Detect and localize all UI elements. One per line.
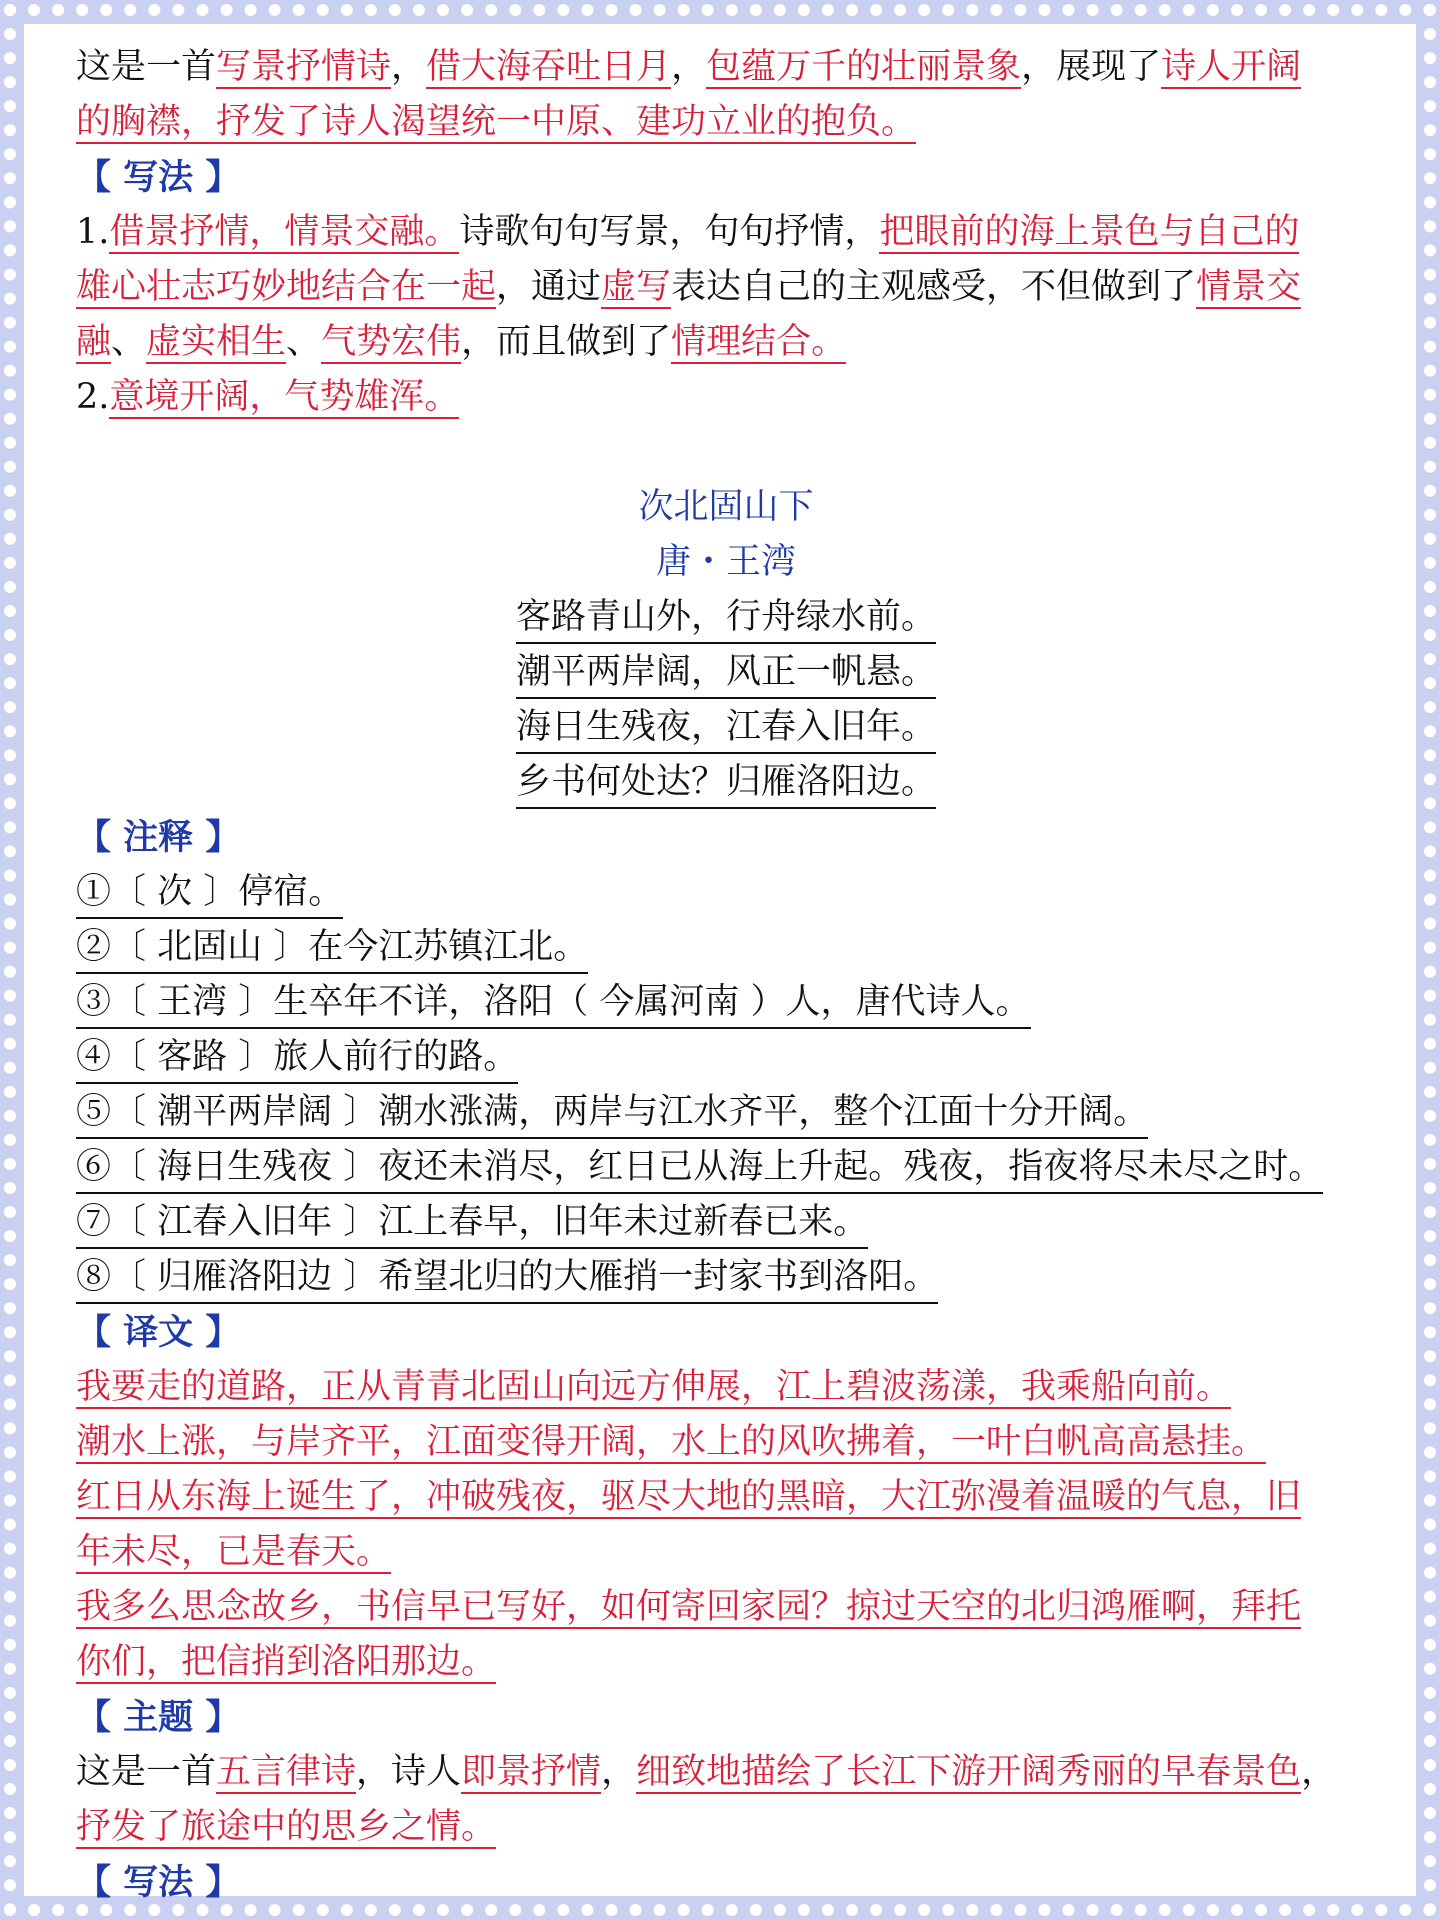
- highlight: 融: [76, 322, 112, 362]
- translation-line: 我要走的道路，正从青青北固山向远方伸展，江上碧波荡漾，我乘船向前。: [76, 1367, 1232, 1407]
- poem-author: 唐・王湾: [655, 542, 796, 582]
- translation-line-wrap: [76, 1525, 1376, 1580]
- note-item: ①〔 次 〕停宿。: [76, 867, 343, 919]
- section-heading: 【 主题 】: [76, 1697, 241, 1738]
- highlight: 借大海吞吐日月: [426, 47, 672, 87]
- highlight: 雄心壮志巧妙地结合在一起: [76, 267, 497, 307]
- text: ，: [391, 47, 427, 87]
- note-wrap: [76, 865, 1376, 920]
- note-wrap: [76, 1250, 1376, 1305]
- poem-line-wrap: [76, 755, 1376, 810]
- text: 、: [111, 322, 147, 362]
- text: ，: [1301, 1752, 1337, 1792]
- highlight: 即景抒情: [461, 1752, 602, 1792]
- poem-line: 客路青山外，行舟绿水前。: [516, 592, 936, 644]
- paragraph-line: [76, 95, 1376, 150]
- poem-line: 海日生残夜，江春入旧年。: [516, 702, 936, 754]
- highlight: 借景抒情，情景交融。: [109, 212, 460, 252]
- highlight: 诗人开阔: [1161, 47, 1302, 87]
- text: 2.: [76, 377, 110, 417]
- translation-line-wrap: [76, 1360, 1376, 1415]
- note-item: ⑥〔 海日生残夜 〕夜还未消尽，红日已从海上升起。残夜，指夜将尽未尽之时。: [76, 1142, 1323, 1194]
- note-wrap: [76, 1030, 1376, 1085]
- highlight: 气势宏伟: [321, 322, 462, 362]
- translation-line: 我多么思念故乡，书信早已写好，如何寄回家园？掠过天空的北归鸿雁啊，拜托: [76, 1587, 1302, 1627]
- poem-line: 乡书何处达？归雁洛阳边。: [516, 757, 936, 809]
- translation-line-wrap: [76, 1580, 1376, 1635]
- paragraph-line: [76, 315, 1376, 370]
- note-wrap: [76, 920, 1376, 975]
- note-item: ④〔 客路 〕旅人前行的路。: [76, 1032, 518, 1084]
- note-item: ③〔 王湾 〕生卒年不详，洛阳（ 今属河南 ）人，唐代诗人。: [76, 977, 1031, 1029]
- highlight: 包蕴万千的壮丽景象: [706, 47, 1022, 87]
- highlight: 虚实相生: [146, 322, 287, 362]
- poem-line-wrap: [76, 700, 1376, 755]
- note-item: ⑤〔 潮平两岸阔 〕潮水涨满，两岸与江水齐平，整个江面十分开阔。: [76, 1087, 1148, 1139]
- text: ，: [671, 47, 707, 87]
- note-item: ⑦〔 江春入旧年 〕江上春早，旧年未过新春已来。: [76, 1197, 868, 1249]
- paragraph-line: [76, 205, 1376, 260]
- highlight: 的胸襟，抒发了诗人渴望统一中原、建功立业的抱负。: [76, 102, 917, 142]
- poem-line-wrap: [76, 645, 1376, 700]
- text: 1.: [76, 212, 110, 252]
- text: 这是一首: [76, 47, 217, 87]
- highlight: 五言律诗: [216, 1752, 357, 1792]
- poem-title: 次北固山下: [638, 487, 814, 527]
- note-item: ②〔 北固山 〕在今江苏镇江北。: [76, 922, 588, 974]
- note-wrap: [76, 1085, 1376, 1140]
- text: ，: [601, 1752, 637, 1792]
- highlight: 虚写: [601, 267, 672, 307]
- paragraph-line: [76, 1800, 1376, 1855]
- translation-line: 潮水上涨，与岸齐平，江面变得开阔，水上的风吹拂着，一叶白帆高高悬挂。: [76, 1422, 1267, 1462]
- highlight: 情理结合。: [671, 322, 847, 362]
- section-heading: 【 写法 】: [76, 1862, 241, 1903]
- translation-line: 红日从东海上诞生了，冲破残夜，驱尽大地的黑暗，大江弥漫着温暖的气息，旧: [76, 1477, 1302, 1517]
- text: ，而且做到了: [461, 322, 672, 362]
- text: 、: [286, 322, 322, 362]
- highlight: 把眼前的海上景色与自己的: [879, 212, 1300, 252]
- translation-line-wrap: [76, 1415, 1376, 1470]
- paragraph-line: [76, 370, 1376, 425]
- note-wrap: [76, 975, 1376, 1030]
- text: 表达自己的主观感受，不但做到了: [671, 267, 1197, 307]
- section-heading: 【 注释 】: [76, 817, 241, 858]
- paragraph-line: [76, 260, 1376, 315]
- text: 诗歌句句写景，句句抒情，: [459, 212, 880, 252]
- text: ，通过: [496, 267, 602, 307]
- document-body: [76, 40, 1376, 1910]
- section-heading: 【 写法 】: [76, 157, 241, 198]
- translation-line: 年未尽，已是春天。: [76, 1532, 392, 1572]
- note-item: ⑧〔 归雁洛阳边 〕希望北归的大雁捎一封家书到洛阳。: [76, 1252, 938, 1304]
- translation-line: 你们，把信捎到洛阳那边。: [76, 1642, 497, 1682]
- poem-line: 潮平两岸阔，风正一帆悬。: [516, 647, 936, 699]
- highlight: 情景交: [1196, 267, 1302, 307]
- section-heading: 【 译文 】: [76, 1312, 241, 1353]
- translation-line-wrap: [76, 1470, 1376, 1525]
- note-wrap: [76, 1195, 1376, 1250]
- text: ，诗人: [356, 1752, 462, 1792]
- highlight: 细致地描绘了长江下游开阔秀丽的早春景色: [636, 1752, 1302, 1792]
- note-wrap: [76, 1140, 1376, 1195]
- highlight: 意境开阔，气势雄浑。: [109, 377, 460, 417]
- poem-line-wrap: [76, 590, 1376, 645]
- text: 这是一首: [76, 1752, 217, 1792]
- text: ，展现了: [1021, 47, 1162, 87]
- highlight: 写景抒情诗: [216, 47, 392, 87]
- translation-line-wrap: [76, 1635, 1376, 1690]
- highlight: 抒发了旅途中的思乡之情。: [76, 1807, 497, 1847]
- paragraph-line: [76, 40, 1376, 95]
- paragraph-line: [76, 1745, 1376, 1800]
